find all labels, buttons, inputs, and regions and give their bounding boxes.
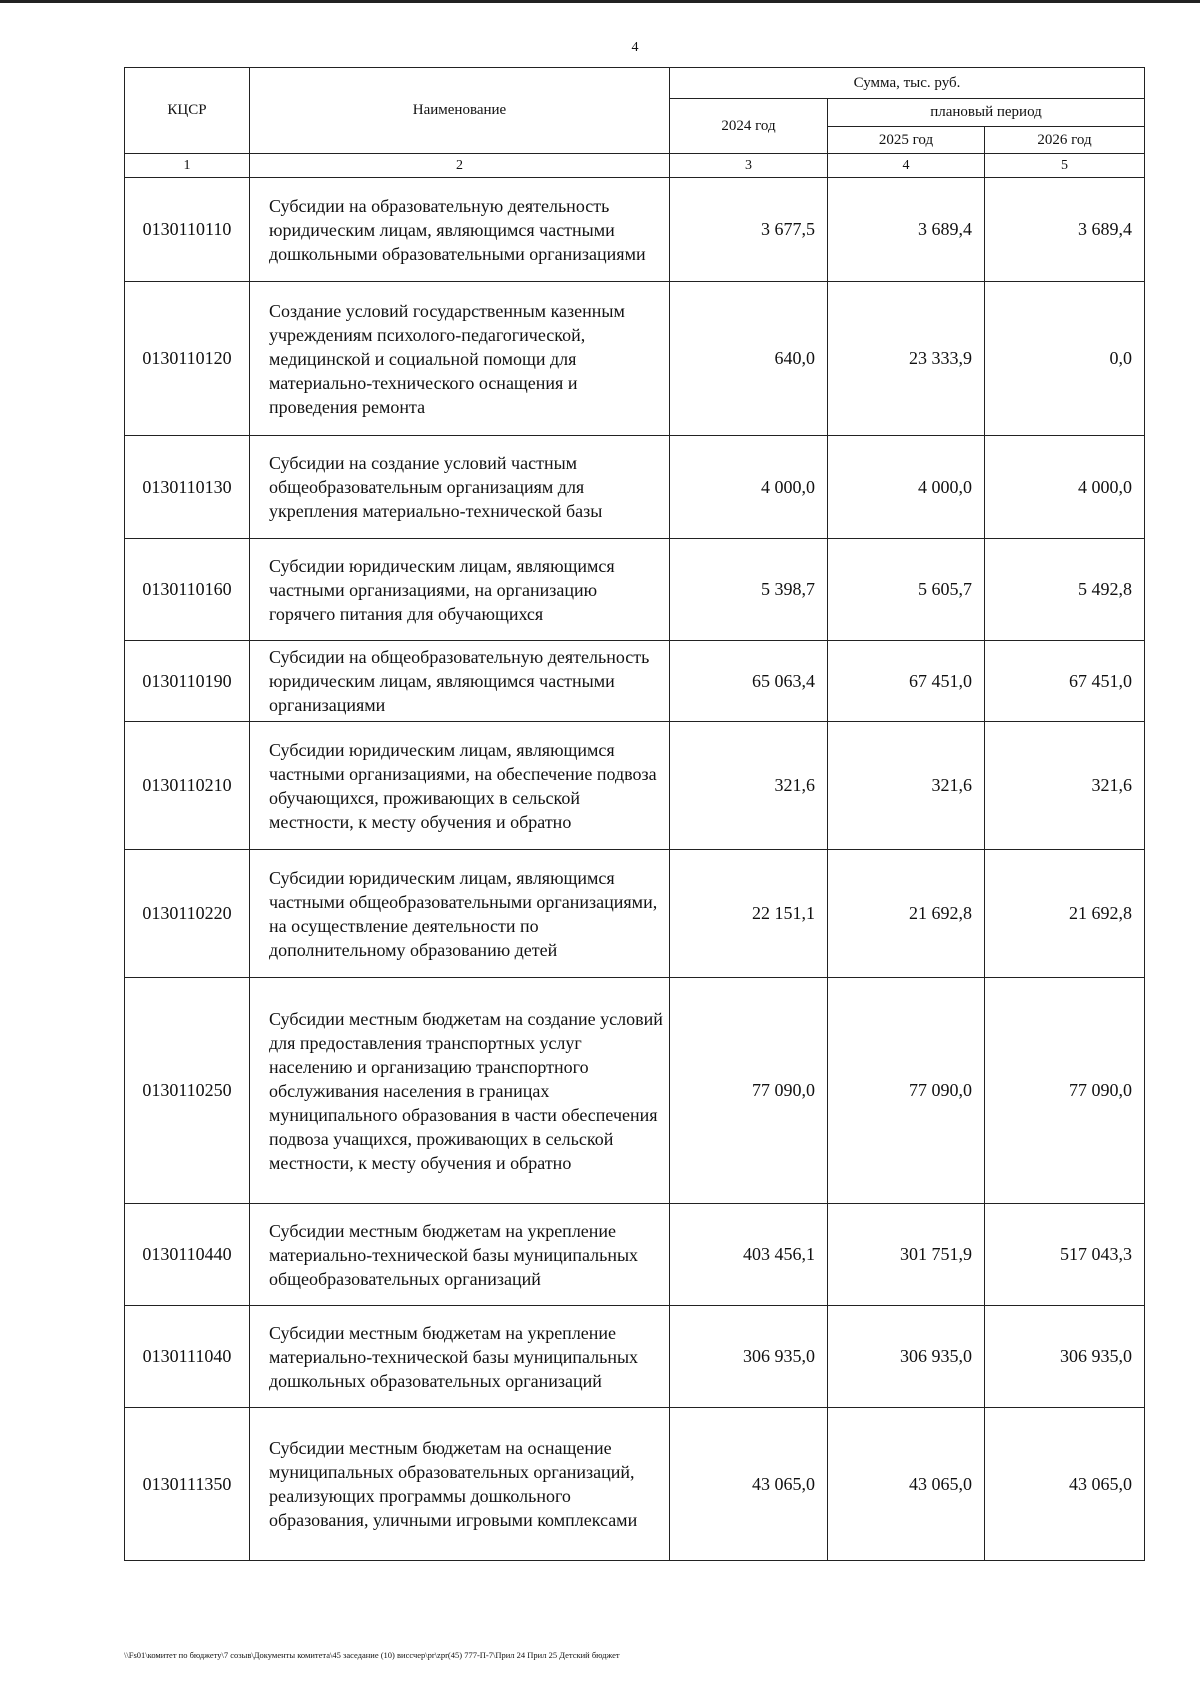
row-amount-2026: 517 043,3 <box>985 1204 1145 1306</box>
column-number-row <box>125 154 1145 178</box>
header-year-2025: 2025 год <box>828 127 985 154</box>
row-code: 0130110110 <box>125 178 250 282</box>
row-code: 0130110210 <box>125 722 250 850</box>
row-name: Субсидии местным бюджетам на укрепление материально-технической базы муниципальных общеобразовательных организаций <box>250 1204 670 1306</box>
row-amount-2024: 43 065,0 <box>670 1408 828 1561</box>
header-code: КЦСР <box>125 68 250 154</box>
table-row <box>125 850 1145 978</box>
column-number: 1 <box>125 154 250 178</box>
table-row <box>125 1204 1145 1306</box>
page-number: 4 <box>631 40 639 55</box>
header-name: Наименование <box>250 68 670 154</box>
row-amount-2025: 306 935,0 <box>828 1306 985 1408</box>
row-amount-2026: 43 065,0 <box>985 1408 1145 1561</box>
row-amount-2026: 5 492,8 <box>985 539 1145 641</box>
row-amount-2024: 4 000,0 <box>670 436 828 539</box>
row-name: Субсидии на создание условий частным общеобразовательным организациям для укрепления материально-технической базы <box>250 436 670 539</box>
top-border-line <box>0 0 1200 3</box>
row-name: Субсидии местным бюджетам на создание условий для предоставления транспортных услуг населению и организацию транспортного обслуживания населения в границах муниципального образования в части обеспечения подвоза учащихся, проживающих в сельской местности, к месту обучения и обратно <box>250 978 670 1204</box>
table-row <box>125 282 1145 436</box>
row-amount-2024: 77 090,0 <box>670 978 828 1204</box>
row-amount-2024: 306 935,0 <box>670 1306 828 1408</box>
row-amount-2026: 21 692,8 <box>985 850 1145 978</box>
table-header <box>125 68 1145 178</box>
table-row <box>125 1306 1145 1408</box>
row-name: Субсидии на общеобразовательную деятельность юридическим лицам, являющимся частными организациями <box>250 641 670 722</box>
header-year-2026: 2026 год <box>985 127 1145 154</box>
row-code: 0130110250 <box>125 978 250 1204</box>
column-number: 4 <box>828 154 985 178</box>
row-code: 0130110440 <box>125 1204 250 1306</box>
row-name: Субсидии юридическим лицам, являющимся частными организациями, на организацию горячего питания для обучающихся <box>250 539 670 641</box>
row-name: Субсидии местным бюджетам на укрепление материально-технической базы муниципальных дошкольных образовательных организаций <box>250 1306 670 1408</box>
table-body <box>125 178 1145 1561</box>
row-amount-2025: 67 451,0 <box>828 641 985 722</box>
row-code: 0130111040 <box>125 1306 250 1408</box>
table-row <box>125 178 1145 282</box>
row-amount-2024: 3 677,5 <box>670 178 828 282</box>
row-amount-2026: 0,0 <box>985 282 1145 436</box>
header-planning-period: плановый период <box>828 99 1145 127</box>
row-name: Субсидии юридическим лицам, являющимся частными общеобразовательными организациями, на осуществление деятельности по дополнительному образованию детей <box>250 850 670 978</box>
row-amount-2025: 77 090,0 <box>828 978 985 1204</box>
column-number: 2 <box>250 154 670 178</box>
table-row <box>125 722 1145 850</box>
row-amount-2025: 301 751,9 <box>828 1204 985 1306</box>
row-amount-2026: 3 689,4 <box>985 178 1145 282</box>
row-code: 0130111350 <box>125 1408 250 1561</box>
row-name: Создание условий государственным казенным учреждениям психолого-педагогической, медицинской и социальной помощи для материально-технического оснащения и проведения ремонта <box>250 282 670 436</box>
row-amount-2026: 4 000,0 <box>985 436 1145 539</box>
column-number: 3 <box>670 154 828 178</box>
row-name: Субсидии юридическим лицам, являющимся частными организациями, на обеспечение подвоза обучающихся, проживающих в сельской местности, к месту обучения и обратно <box>250 722 670 850</box>
row-code: 0130110160 <box>125 539 250 641</box>
row-amount-2024: 640,0 <box>670 282 828 436</box>
header-amount-group: Сумма, тыс. руб. <box>670 68 1145 99</box>
table-row <box>125 641 1145 722</box>
row-code: 0130110190 <box>125 641 250 722</box>
row-amount-2024: 65 063,4 <box>670 641 828 722</box>
row-amount-2025: 43 065,0 <box>828 1408 985 1561</box>
row-amount-2025: 321,6 <box>828 722 985 850</box>
row-amount-2025: 23 333,9 <box>828 282 985 436</box>
row-amount-2025: 4 000,0 <box>828 436 985 539</box>
row-amount-2026: 306 935,0 <box>985 1306 1145 1408</box>
row-amount-2024: 321,6 <box>670 722 828 850</box>
row-amount-2024: 5 398,7 <box>670 539 828 641</box>
table-row <box>125 978 1145 1204</box>
header-year-2024: 2024 год <box>670 99 828 154</box>
row-amount-2025: 5 605,7 <box>828 539 985 641</box>
row-name: Субсидии местным бюджетам на оснащение муниципальных образовательных организаций, реализующих программы дошкольного образования, уличными игровыми комплексами <box>250 1408 670 1561</box>
table-row <box>125 1408 1145 1561</box>
row-amount-2026: 77 090,0 <box>985 978 1145 1204</box>
table-row <box>125 436 1145 539</box>
budget-table <box>124 67 1145 1561</box>
row-amount-2024: 22 151,1 <box>670 850 828 978</box>
row-amount-2026: 321,6 <box>985 722 1145 850</box>
footer-file-path: \\Fs01\комитет по бюджету\7 созыв\Документы комитета\45 заседание (10) виссчер\pr\zpr(45) 777-П-7\Прил 24 Прил 25 Детский бюджет <box>124 1650 620 1660</box>
table-row <box>125 539 1145 641</box>
row-code: 0130110220 <box>125 850 250 978</box>
row-amount-2025: 3 689,4 <box>828 178 985 282</box>
row-code: 0130110130 <box>125 436 250 539</box>
column-number: 5 <box>985 154 1145 178</box>
row-amount-2025: 21 692,8 <box>828 850 985 978</box>
row-amount-2024: 403 456,1 <box>670 1204 828 1306</box>
row-code: 0130110120 <box>125 282 250 436</box>
row-name: Субсидии на образовательную деятельность юридическим лицам, являющимся частными дошкольными образовательными организациями <box>250 178 670 282</box>
row-amount-2026: 67 451,0 <box>985 641 1145 722</box>
